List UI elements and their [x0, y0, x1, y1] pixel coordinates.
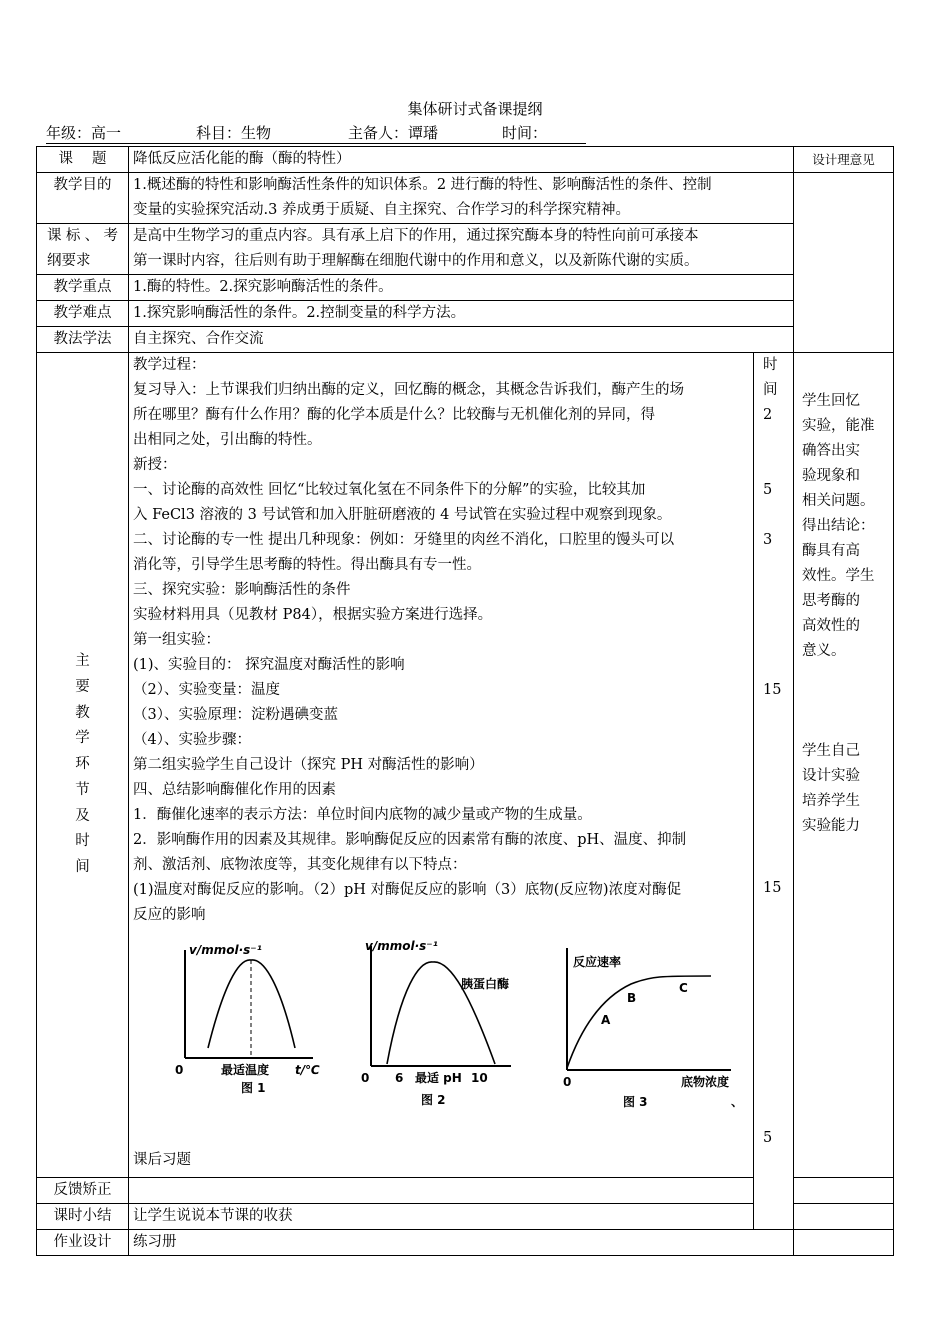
standard-label-line: 纲要求: [47, 253, 91, 269]
process-line: 反应的影响: [133, 907, 206, 923]
time-value: 5: [763, 482, 773, 498]
process-line: 教学过程：: [133, 357, 206, 373]
process-line: (1)、实验目的： 探究温度对酶活性的影响: [133, 657, 405, 673]
topic-value: 降低反应活化能的酶（酶的特性）: [129, 147, 794, 173]
fig3-label-b: B: [627, 991, 637, 1005]
process-line: 2．影响酶作用的因素及其规律。影响酶促反应的因素常有酶的浓度、pH、温度、抑制: [133, 832, 687, 848]
standard-line: 第一课时内容，往后则有助于理解酶在细胞代谢中的作用和意义，以及新陈代谢的实质。: [133, 253, 699, 269]
process-line: 出相同之处，引出酶的特性。: [133, 432, 322, 448]
main-label-char: 教: [75, 704, 90, 721]
fig2-x-label: 最适 pH: [415, 1071, 462, 1085]
fig2-tick-6: 6: [395, 1071, 404, 1085]
fig2-caption: 图 2: [421, 1093, 446, 1107]
homework-side: [794, 1230, 894, 1256]
method-value: 自主探究、合作交流: [129, 327, 794, 353]
row-homework: [37, 1230, 894, 1256]
meta-preparer: 主备人：谭璠: [348, 124, 439, 142]
fig1-caption: 图 1: [241, 1081, 266, 1095]
main-label-char: 间: [75, 858, 90, 875]
topic-label: 课 题: [37, 147, 129, 173]
side-line: 思考酶的: [802, 593, 860, 609]
feedback-value: [129, 1178, 754, 1204]
main-label-char: 主: [75, 653, 90, 670]
meta-time: 时间：: [502, 124, 548, 142]
process-line: (1)温度对酶促反应的影响。（2）pH 对酶促反应的影响（3）底物(反应物)浓度对酶促: [133, 882, 682, 898]
time-value: 3: [763, 532, 773, 548]
side-line: 实验，能准: [802, 418, 875, 434]
summary-value: 让学生说说本节课的收获: [129, 1204, 754, 1230]
time-value: 15: [763, 880, 782, 896]
process-line: 三、探究实验：影响酶活性的条件: [133, 582, 351, 598]
main-label-char: 环: [75, 756, 90, 773]
main-label-char: 及: [75, 807, 90, 824]
summary-side: [794, 1204, 894, 1230]
fig3-label-a: A: [601, 1013, 611, 1027]
fig3-origin: 0: [563, 1075, 572, 1089]
time-label-char: 间: [763, 382, 778, 398]
row-difficult: [37, 301, 894, 327]
fig1-y-label: v/mmol·s⁻¹: [189, 943, 262, 957]
figure-2-ph: [351, 938, 541, 1148]
main-label-char: 要: [75, 679, 90, 696]
fig2-origin: 0: [361, 1071, 370, 1085]
feedback-side: [794, 1178, 894, 1204]
side-opinion-1: [802, 389, 885, 664]
fig2-tick-10: 10: [471, 1071, 488, 1085]
side-line: 酶具有高: [802, 543, 860, 559]
side-line: 得出结论：: [802, 518, 875, 534]
row-topic: [37, 147, 894, 173]
teaching-process: [129, 353, 754, 1178]
process-line: 实验材料用具（见教材 P84），根据实验方案进行选择。: [133, 607, 493, 623]
homework-label: 作业设计: [37, 1230, 129, 1256]
side-opinion-2: [802, 739, 885, 839]
standard-label: [37, 224, 129, 275]
difficult-value: 1.探究影响酶活性的条件。2.控制变量的科学方法。: [129, 301, 794, 327]
homework-value: 练习册: [129, 1230, 794, 1256]
side-line: 实验能力: [802, 818, 860, 834]
side-line: 意义。: [802, 643, 846, 659]
row-main: [37, 353, 894, 1178]
standard-value: [129, 224, 794, 275]
main-label-char: 节: [75, 781, 90, 798]
time-label-char: 时: [763, 357, 778, 373]
side-line: 效性。学生: [802, 568, 875, 584]
process-line: 所在哪里？酶有什么作用？酶的化学本质是什么？比较酶与无机催化剂的异同，得: [133, 407, 655, 423]
process-line: 四、总结影响酶催化作用的因素: [133, 782, 336, 798]
fig3-label-c: C: [679, 981, 688, 995]
meta-subject: 科目：生物: [196, 124, 272, 142]
time-value: 15: [763, 682, 782, 698]
main-label-char: 学: [75, 730, 90, 747]
process-line: （4）、实验步骤：: [133, 732, 251, 748]
goal-line: 变量的实验探究活动.3 养成勇于质疑、自主探究、合作学习的科学探究精神。: [133, 202, 630, 218]
side-line: 学生自己: [802, 743, 860, 759]
design-opinion-header: 设计理意见: [794, 147, 894, 173]
figure-1-temperature: [163, 938, 343, 1148]
process-line: 一、讨论酶的高效性 回忆“比较过氧化氢在不同条件下的分解”的实验，比较其加: [133, 482, 646, 498]
feedback-label: 反馈矫正: [37, 1178, 129, 1204]
side-line: 验现象和: [802, 468, 860, 484]
side-line: 相关问题。: [802, 493, 875, 509]
time-value: 2: [763, 407, 773, 423]
process-line: 入 FeCl3 溶液的 3 号试管和加入肝脏研磨液的 4 号试管在实验过程中观察到现象。: [133, 507, 672, 523]
row-method: [37, 327, 894, 353]
goal-label: 教学目的: [37, 173, 129, 224]
process-line: 1．酶催化速率的表示方法：单位时间内底物的减少量或产物的生成量。: [133, 807, 592, 823]
side-line: 设计实验: [802, 768, 860, 784]
fig1-x-unit: t/℃: [295, 1063, 320, 1077]
row-goal: [37, 173, 894, 224]
key-label: 教学重点: [37, 275, 129, 301]
fig3-curve: [567, 976, 711, 1068]
fig3-mark: 、: [731, 1095, 744, 1109]
fig3-x-label: 底物浓度: [681, 1075, 730, 1089]
time-header: [763, 353, 778, 403]
lesson-plan-table: [36, 146, 894, 1256]
process-line: 剂、激活剂、底物浓度等，其变化规律有以下特点：: [133, 857, 467, 873]
process-line: 第二组实验学生自己设计（探究 PH 对酶活性的影响）: [133, 757, 484, 773]
enzyme-figures: [133, 938, 749, 1148]
time-column: [754, 353, 794, 1230]
side-opinion-upper: [794, 173, 894, 353]
side-line: 确答出实: [802, 443, 860, 459]
standard-line: 是高中生物学习的重点内容。具有承上启下的作用，通过探究酶本身的特性向前可承接本: [133, 228, 699, 244]
figure-3-substrate: [551, 938, 751, 1148]
process-line: （3）、实验原理：淀粉遇碘变蓝: [133, 707, 338, 723]
fig3-caption: 图 3: [623, 1095, 648, 1109]
fig3-y-label: 反应速率: [573, 955, 622, 969]
fig1-origin: 0: [175, 1063, 184, 1077]
goal-value: [129, 173, 794, 224]
time-value: 5: [763, 1130, 773, 1146]
side-line: 培养学生: [802, 793, 860, 809]
fig2-y-label: v/mmol·s⁻¹: [365, 939, 438, 953]
method-label: 教法学法: [37, 327, 129, 353]
row-key: [37, 275, 894, 301]
meta-line: [46, 124, 586, 144]
goal-line: 1.概述酶的特性和影响酶活性条件的知识体系。2 进行酶的特性、影响酶活性的条件、控制: [133, 177, 712, 193]
process-line: 消化等，引导学生思考酶的特性。得出酶具有专一性。: [133, 557, 481, 573]
process-line: 第一组实验：: [133, 632, 220, 648]
process-line: 复习导入：上节课我们归纳出酶的定义，回忆酶的概念，其概念告诉我们，酶产生的场: [133, 382, 684, 398]
fig2-curve-label: 胰蛋白酶: [461, 977, 510, 991]
process-line: 新授：: [133, 457, 177, 473]
meta-grade: 年级：高一: [46, 124, 122, 142]
side-line: 高效性的: [802, 618, 860, 634]
process-line: 二、讨论酶的专一性 提出几种现象：例如：牙缝里的肉丝不消化，口腔里的馒头可以: [133, 532, 675, 548]
main-label: [37, 353, 129, 1178]
row-standard: [37, 224, 894, 275]
key-value: 1.酶的特性。2.探究影响酶活性的条件。: [129, 275, 794, 301]
summary-label: 课时小结: [37, 1204, 129, 1230]
standard-label-line: 课标、考: [47, 228, 118, 244]
main-label-char: 时: [75, 833, 90, 850]
side-opinion-main: [794, 353, 894, 1178]
process-line: （2）、实验变量：温度: [133, 682, 280, 698]
after-class-exercise: 课后习题: [133, 1152, 191, 1168]
side-line: 学生回忆: [802, 393, 860, 409]
difficult-label: 教学难点: [37, 301, 129, 327]
fig1-x-label: 最适温度: [221, 1063, 270, 1077]
document-title: 集体研讨式备课提纲: [407, 100, 543, 118]
